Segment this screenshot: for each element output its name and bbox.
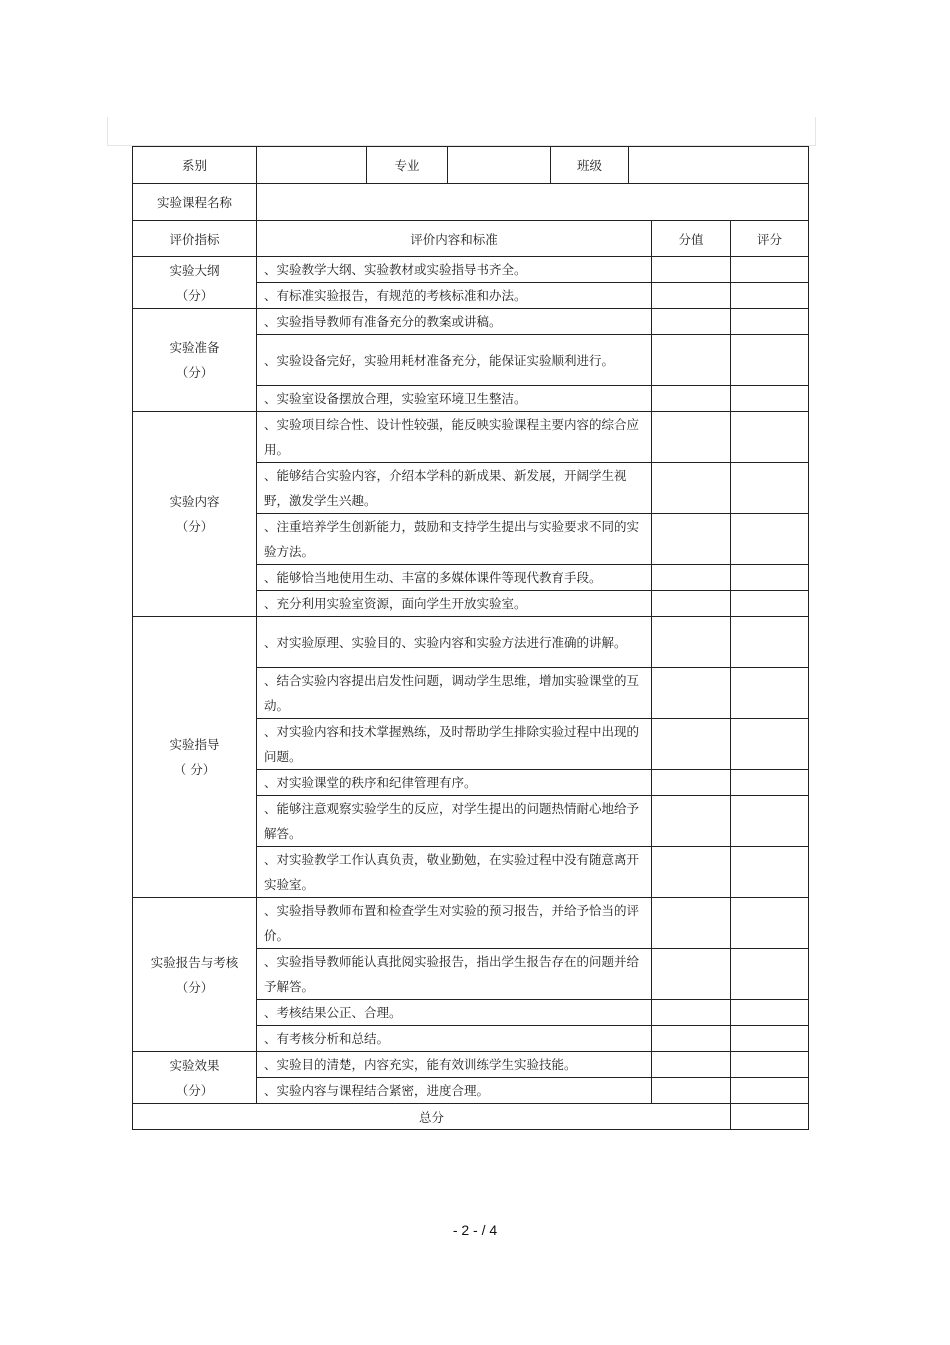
criteria-text: 、有考核分析和总结。 — [257, 1026, 652, 1052]
points-cell[interactable] — [652, 412, 731, 463]
class-value-cell[interactable] — [629, 147, 809, 184]
points-cell[interactable] — [652, 386, 731, 412]
criteria-row — [133, 257, 809, 283]
course-label: 实验课程名称 — [133, 184, 257, 221]
score-cell[interactable] — [731, 847, 809, 898]
indicator-name: 实验准备 — [169, 340, 220, 355]
points-cell[interactable] — [652, 668, 731, 719]
score-cell[interactable] — [731, 949, 809, 1000]
score-cell[interactable] — [731, 309, 809, 335]
score-cell[interactable] — [731, 514, 809, 565]
score-cell[interactable] — [731, 283, 809, 309]
points-cell[interactable] — [652, 1026, 731, 1052]
indicator-cell — [133, 617, 257, 898]
criteria-row — [133, 1052, 809, 1078]
points-cell[interactable] — [652, 1000, 731, 1026]
score-cell[interactable] — [731, 898, 809, 949]
criteria-text: 、充分利用实验室资源，面向学生开放实验室。 — [257, 591, 652, 617]
points-cell[interactable] — [652, 514, 731, 565]
indicator-points-note: （ 分） — [173, 762, 216, 777]
criteria-text: 、对实验原理、实验目的、实验内容和实验方法进行准确的讲解。 — [257, 617, 652, 668]
criteria-text: 、结合实验内容提出启发性问题，调动学生思维，增加实验课堂的互动。 — [257, 668, 652, 719]
points-cell[interactable] — [652, 1078, 731, 1104]
score-cell[interactable] — [731, 565, 809, 591]
points-cell[interactable] — [652, 847, 731, 898]
criteria-text: 、实验教学大纲、实验教材或实验指导书齐全。 — [257, 257, 652, 283]
indicator-cell — [133, 412, 257, 617]
score-cell[interactable] — [731, 335, 809, 386]
criteria-text: 、考核结果公正、合理。 — [257, 1000, 652, 1026]
col-content-header: 评价内容和标准 — [257, 221, 652, 257]
course-value-cell[interactable] — [257, 184, 809, 221]
page-header-border — [107, 117, 816, 146]
score-cell[interactable] — [731, 719, 809, 770]
criteria-text: 、实验室设备摆放合理，实验室环境卫生整洁。 — [257, 386, 652, 412]
points-cell[interactable] — [652, 1052, 731, 1078]
total-row — [133, 1104, 809, 1130]
column-header-row — [133, 221, 809, 257]
indicator-points-note: （分） — [175, 1082, 214, 1098]
score-cell[interactable] — [731, 617, 809, 668]
indicator-cell — [133, 1052, 257, 1104]
indicator-name: 实验内容 — [169, 494, 220, 509]
col-points-header: 分值 — [652, 221, 731, 257]
criteria-text: 、实验指导教师布置和检查学生对实验的预习报告，并给予恰当的评价。 — [257, 898, 652, 949]
points-cell[interactable] — [652, 309, 731, 335]
col-indicator-header: 评价指标 — [133, 221, 257, 257]
criteria-text: 、实验指导教师能认真批阅实验报告，指出学生报告存在的问题并给予解答。 — [257, 949, 652, 1000]
points-cell[interactable] — [652, 591, 731, 617]
score-cell[interactable] — [731, 770, 809, 796]
score-cell[interactable] — [731, 1000, 809, 1026]
col-score-header: 评分 — [731, 221, 809, 257]
total-label: 总分 — [133, 1104, 731, 1130]
header-info-row — [133, 147, 809, 184]
score-cell[interactable] — [731, 386, 809, 412]
score-cell[interactable] — [731, 591, 809, 617]
indicator-points-note: （分） — [175, 519, 214, 534]
indicator-cell — [133, 309, 257, 412]
points-cell[interactable] — [652, 335, 731, 386]
indicator-points-note: （分） — [175, 365, 214, 380]
points-cell[interactable] — [652, 719, 731, 770]
score-cell[interactable] — [731, 463, 809, 514]
class-label: 班级 — [551, 147, 629, 184]
points-cell[interactable] — [652, 796, 731, 847]
points-cell[interactable] — [652, 565, 731, 591]
major-value-cell[interactable] — [448, 147, 551, 184]
major-label: 专业 — [367, 147, 448, 184]
course-row — [133, 184, 809, 221]
criteria-text: 、实验设备完好，实验用耗材准备充分，能保证实验顺利进行。 — [257, 335, 652, 386]
score-cell[interactable] — [731, 668, 809, 719]
criteria-text: 、实验目的清楚，内容充实，能有效训练学生实验技能。 — [257, 1052, 652, 1078]
points-cell[interactable] — [652, 283, 731, 309]
dept-value-cell[interactable] — [257, 147, 367, 184]
dept-label: 系别 — [133, 147, 257, 184]
points-cell[interactable] — [652, 257, 731, 283]
points-cell[interactable] — [652, 770, 731, 796]
indicator-cell — [133, 898, 257, 1052]
criteria-text: 、实验项目综合性、设计性较强，能反映实验课程主要内容的综合应用。 — [257, 412, 652, 463]
criteria-row — [133, 412, 809, 463]
points-cell[interactable] — [652, 463, 731, 514]
indicator-cell — [133, 257, 257, 309]
criteria-row — [133, 617, 809, 668]
score-cell[interactable] — [731, 412, 809, 463]
criteria-text: 、对实验教学工作认真负责，敬业勤勉，在实验过程中没有随意离开实验室。 — [257, 847, 652, 898]
score-cell[interactable] — [731, 796, 809, 847]
indicator-name: 实验指导 — [169, 737, 220, 752]
evaluation-form-table — [132, 146, 809, 1130]
criteria-row — [133, 309, 809, 335]
criteria-text: 、有标准实验报告，有规范的考核标准和办法。 — [257, 283, 652, 309]
indicator-points-note: （分） — [175, 979, 214, 995]
criteria-text: 、对实验内容和技术掌握熟练，及时帮助学生排除实验过程中出现的问题。 — [257, 719, 652, 770]
total-score-cell[interactable] — [731, 1104, 809, 1130]
points-cell[interactable] — [652, 898, 731, 949]
score-cell[interactable] — [731, 1052, 809, 1078]
criteria-row — [133, 898, 809, 949]
criteria-text: 、能够恰当地使用生动、丰富的多媒体课件等现代教育手段。 — [257, 565, 652, 591]
criteria-text: 、能够结合实验内容，介绍本学科的新成果、新发展，开阔学生视野，激发学生兴趣。 — [257, 463, 652, 514]
indicator-points-note: （分） — [175, 287, 214, 303]
points-cell[interactable] — [652, 949, 731, 1000]
criteria-text: 、能够注意观察实验学生的反应，对学生提出的问题热情耐心地给予解答。 — [257, 796, 652, 847]
points-cell[interactable] — [652, 617, 731, 668]
criteria-text: 、对实验课堂的秩序和纪律管理有序。 — [257, 770, 652, 796]
page-number: - 2 - / 4 — [452, 1222, 498, 1238]
criteria-text: 、实验内容与课程结合紧密，进度合理。 — [257, 1078, 652, 1104]
indicator-name: 实验大纲 — [169, 262, 220, 278]
score-cell[interactable] — [731, 257, 809, 283]
indicator-name: 实验效果 — [169, 1057, 220, 1073]
criteria-text: 、实验指导教师有准备充分的教案或讲稿。 — [257, 309, 652, 335]
criteria-text: 、注重培养学生创新能力，鼓励和支持学生提出与实验要求不同的实验方法。 — [257, 514, 652, 565]
score-cell[interactable] — [731, 1078, 809, 1104]
indicator-name: 实验报告与考核 — [150, 954, 239, 970]
score-cell[interactable] — [731, 1026, 809, 1052]
